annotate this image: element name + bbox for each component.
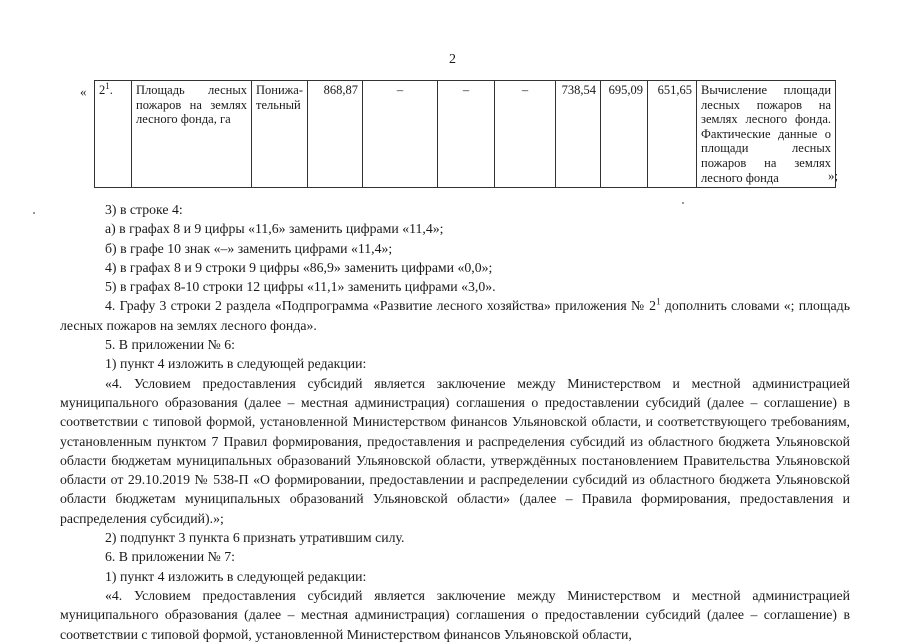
cell-calculation-method: Вычисление площади лесных пожаров на землях лесного фонда. Фактические данные о площади лесных пожаров на землях лесного фонда (697, 81, 836, 188)
scan-speck (33, 212, 35, 214)
table-close-quote: »; (828, 168, 839, 183)
paragraph: «4. Условием предоставления субсидий является заключение между Министерством и местной администрацией муниципального образования (далее – местная администрация) соглашения о предоставлении субсидий (далее – соглашение) в соответствии с типовой формой, установленной Министерством финансов Ульяновской области, и соответствующего требованиям, установленным пунктом 7 Правил формирования, предоставления и распределения субсидий из областного бюджета Ульяновской области бюджетам муниципальных образований Ульяновской области, утверждённых постановлением Правительства Ульяновской области от 29.10.2019 № 538-П «О формировании, предоставлении и распределении субсидий из областного бюджета Ульяновской области бюджетам муниципальных образований Ульяновской области» (далее – Правила формирования, предоставления и распределения субсидий).»; (60, 375, 850, 526)
paragraph: 5) в графах 8-10 строки 12 цифры «11,1» заменить цифрами «3,0». (105, 279, 496, 295)
cell-value: – (363, 81, 438, 188)
paragraph: 1) пункт 4 изложить в следующей редакции: (105, 356, 367, 372)
paragraph: а) в графах 8 и 9 цифры «11,6» заменить цифрами «11,4»; (105, 221, 444, 237)
cell-value: – (495, 81, 556, 188)
table-row (95, 81, 836, 188)
cell-indicator-name: Площадь лесных пожаров на землях лесного фонда, га (132, 81, 252, 188)
paragraph: 4. Графу 3 строки 2 раздела «Подпрограмма «Развитие лесного хозяйства» приложения № $2^1$ дополнить словами «; площадь лесных пожаров на землях лесного фонда». (60, 296, 850, 333)
cell-value: 738,54 (556, 81, 601, 188)
cell-value: 868,87 (308, 81, 363, 188)
page-number: 2 (449, 52, 456, 67)
paragraph: «4. Условием предоставления субсидий является заключение между Министерством и местной администрацией муниципального образования (далее – местная администрация) соглашения о предоставлении субсидий (далее – соглашение) в соответствии с типовой формой, установленной Министерством финансов Ульяновской области, (60, 587, 850, 642)
indicator-table (94, 80, 839, 188)
paragraph: 2) подпункт 3 пункта 6 признать утратившим силу. (105, 530, 405, 546)
cell-value: 651,65 (648, 81, 697, 188)
paragraph: 1) пункт 4 изложить в следующей редакции: (105, 568, 367, 584)
paragraph: 5. В приложении № 6: (105, 337, 235, 353)
document-body (60, 200, 850, 644)
table-open-quote: « (80, 84, 87, 99)
paragraph: 3) в строке 4: (105, 202, 183, 217)
cell-number: $2^1$. (95, 81, 132, 188)
cell-value: 695,09 (601, 81, 648, 188)
paragraph: 6. В приложении № 7: (105, 549, 235, 565)
paragraph: 4) в графах 8 и 9 строки 9 цифры «86,9» заменить цифрами «0,0»; (105, 259, 493, 275)
cell-indicator-type: Понижа-тельный (252, 81, 308, 188)
paragraph: б) в графе 10 знак «–» заменить цифрами «11,4»; (105, 240, 393, 256)
cell-value: – (438, 81, 495, 188)
